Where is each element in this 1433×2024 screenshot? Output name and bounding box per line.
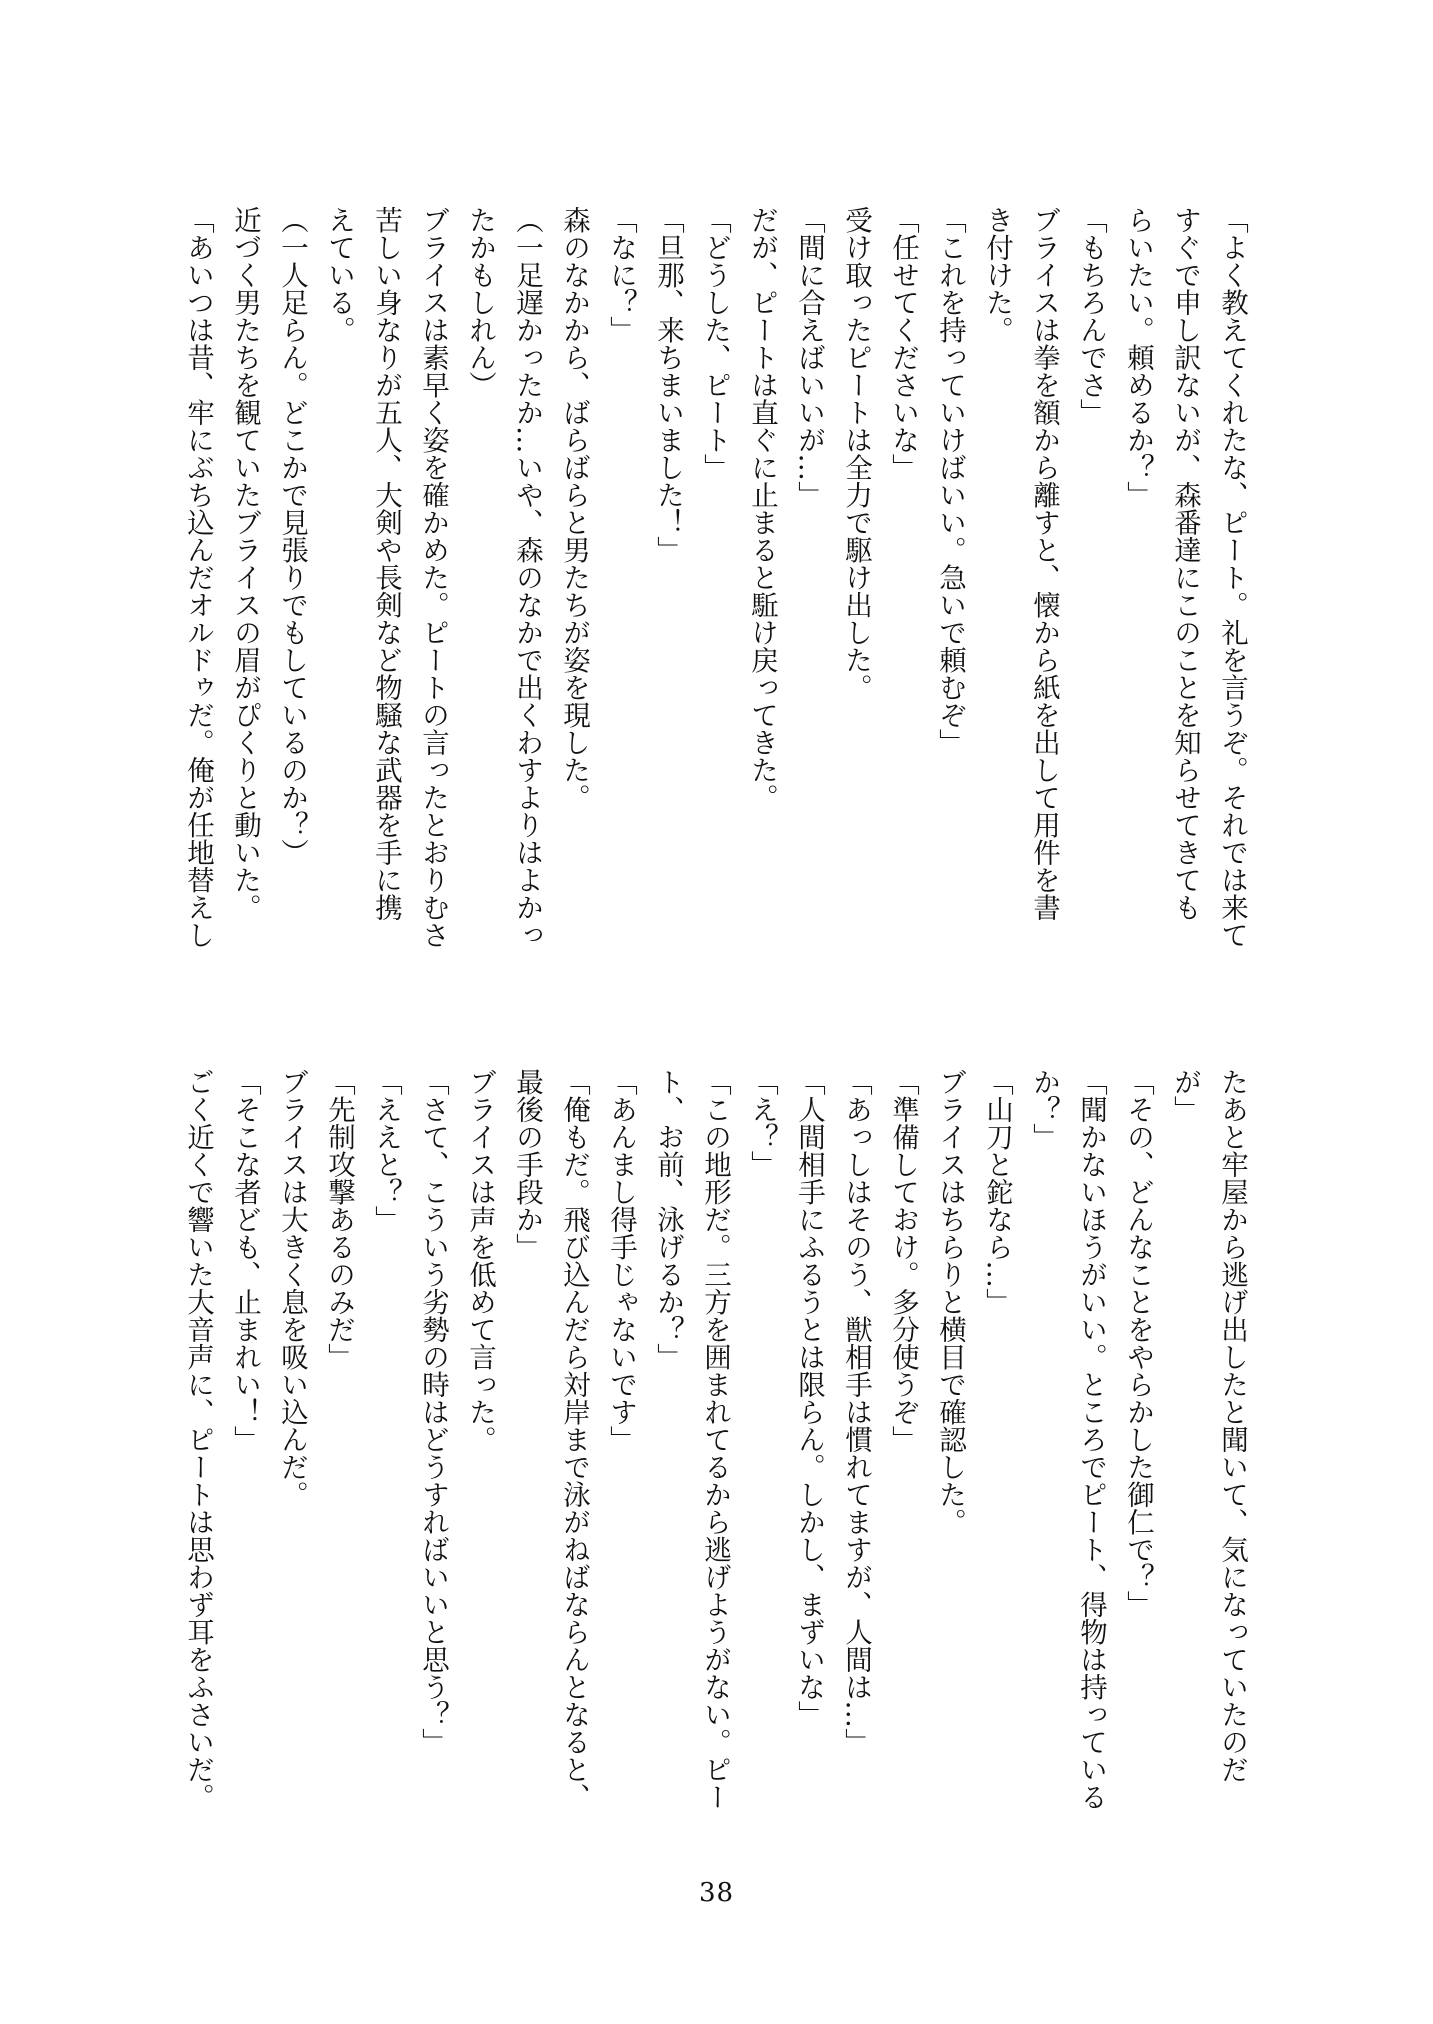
lower-text-block bbox=[175, 1068, 1255, 1828]
text-column: 「なに？」 bbox=[605, 206, 637, 344]
text-column: 「さて、こういう劣勢の時はどうすればいいと思う？」 bbox=[417, 1068, 449, 1756]
text-column: すぐで申し訳ないが、森番達にこのことを知らせてきても bbox=[1169, 206, 1201, 921]
text-column: 「旦那、来ちまいました！」 bbox=[652, 206, 684, 564]
text-column: （一足遅かったか…いや、森のなかで出くわすよりはよかっ bbox=[511, 206, 543, 949]
text-column: 「あっしはそのう、獣相手は慣れてますが、人間は…」 bbox=[840, 1068, 872, 1756]
text-column: 「任せてくださいな」 bbox=[887, 206, 919, 481]
text-column: 「人間相手にふるうとは限らん。しかし、まずいな」 bbox=[793, 1068, 825, 1728]
text-column: 「どうした、ピート」 bbox=[699, 206, 731, 481]
text-column: ブライスは素早く姿を確かめた。ピートの言ったとおりむさ bbox=[417, 206, 449, 949]
text-column: 「間に合えばいいが…」 bbox=[793, 206, 825, 509]
text-column: 「あいつは昔、牢にぶち込んだオルドゥだ。俺が任地替えし bbox=[182, 206, 214, 949]
text-column: 「俺もだ。飛び込んだら対岸まで泳がねばならんとなると、 bbox=[558, 1068, 590, 1811]
text-column: 「先制攻撃あるのみだ」 bbox=[323, 1068, 355, 1371]
text-column: ブライスはちらりと横目で確認した。 bbox=[934, 1068, 966, 1536]
text-column: 苦しい身なりが五人、大剣や長剣など物騒な武器を手に携 bbox=[370, 206, 402, 921]
text-column: （一人足らん。どこかで見張りでもしているのか？） bbox=[276, 206, 308, 866]
upper-text-block bbox=[175, 206, 1255, 1016]
text-column: ト、お前、泳げるか？」 bbox=[652, 1068, 684, 1371]
text-column: 森のなかから、ばらばらと男たちが姿を現した。 bbox=[558, 206, 590, 811]
text-column: 近づく男たちを観ていたブライスの眉がぴくりと動いた。 bbox=[229, 206, 261, 921]
text-column: が」 bbox=[1169, 1068, 1201, 1123]
text-column: らいたい。頼めるか？」 bbox=[1122, 206, 1154, 509]
text-column: 「もちろんでさ」 bbox=[1075, 206, 1107, 426]
text-column: ブライスは声を低めて言った。 bbox=[464, 1068, 496, 1453]
text-column: 「これを持っていけばいい。急いで頼むぞ」 bbox=[934, 206, 966, 756]
text-column: 「準備しておけ。多分使うぞ」 bbox=[887, 1068, 919, 1453]
text-column: ブライスは拳を額から離すと、懐から紙を出して用件を書 bbox=[1028, 206, 1060, 921]
text-column: たあと牢屋から逃げ出したと聞いて、気になっていたのだ bbox=[1216, 1068, 1248, 1783]
text-column: 「聞かないほうがいい。ところでピート、得物は持っている bbox=[1075, 1068, 1107, 1811]
text-column: 受け取ったピートは全力で駆け出した。 bbox=[840, 206, 872, 701]
text-column: き付けた。 bbox=[981, 206, 1013, 344]
text-column: だが、ピートは直ぐに止まると駈け戻ってきた。 bbox=[746, 206, 778, 811]
text-column: 最後の手段か」 bbox=[511, 1068, 543, 1261]
text-column: 「そこな者ども、止まれい！」 bbox=[229, 1068, 261, 1453]
page-number: 38 bbox=[698, 1878, 735, 1908]
text-column: か？」 bbox=[1028, 1068, 1060, 1151]
text-column: ごく近くで響いた大音声に、ピートは思わず耳をふさいだ。 bbox=[182, 1068, 214, 1811]
text-column: 「よく教えてくれたな、ピート。礼を言うぞ。それでは来て bbox=[1216, 206, 1248, 949]
text-column: 「山刀と鉈なら…」 bbox=[981, 1068, 1013, 1316]
text-column: 「あんまし得手じゃないです」 bbox=[605, 1068, 637, 1453]
text-column: 「この地形だ。三方を囲まれてるから逃げようがない。ピー bbox=[699, 1068, 731, 1811]
text-column: 「ええと？」 bbox=[370, 1068, 402, 1233]
text-column: ブライスは大きく息を吸い込んだ。 bbox=[276, 1068, 308, 1508]
text-column: 「え？」 bbox=[746, 1068, 778, 1178]
text-column: えている。 bbox=[323, 206, 355, 344]
text-column: 「その、どんなことをやらかした御仁で？」 bbox=[1122, 1068, 1154, 1618]
text-column: たかもしれん） bbox=[464, 206, 496, 399]
